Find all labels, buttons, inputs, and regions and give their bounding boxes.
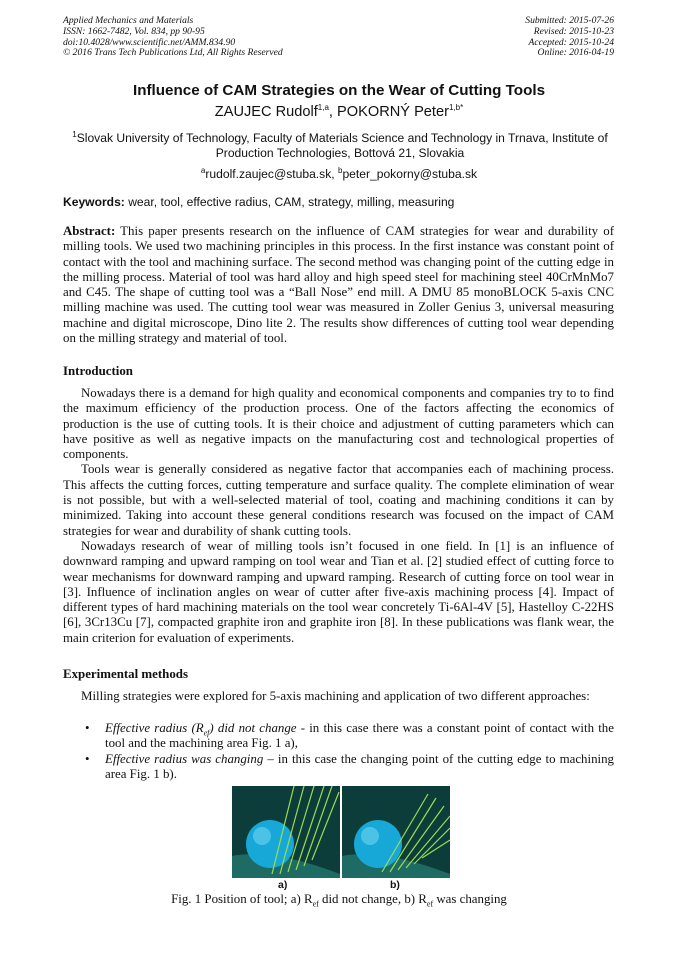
figure-caption [0,892,678,907]
journal-name: Applied Mechanics and Materials [63,15,194,26]
tool-position-figure [232,786,450,878]
caption-part-1: Fig. 1 Position of tool; a) R [171,892,313,906]
email-b-sup: b [337,165,343,175]
caption-sub-1: ef [312,899,319,909]
list-item [63,721,614,752]
journal-issn: ISSN: 1662-7482, Vol. 834, pp 90-95 [63,25,205,37]
author-2-sup: 1,b* [448,103,464,113]
ball-highlight-b [361,827,379,845]
journal-doi: doi:10.4028/www.scientific.net/AMM.834.90 [63,36,236,48]
bullet-1-sub: ef [203,728,210,738]
figure-divider [340,786,342,878]
experimental-heading: Experimental methods [63,667,188,681]
email-b: peter_pokorny@stuba.sk [342,167,478,181]
date-submitted: Submitted: 2015-07-26 [525,15,614,26]
figure-label-b: b) [390,879,400,891]
experimental-intro-text: Milling strategies were explored for 5-axis machining and application of two different approaches: [81,689,590,703]
caption-sub-2: ef [426,899,434,909]
bullet-icon: • [85,721,90,735]
keywords-label: Keywords: [63,195,125,209]
affiliation-text: Slovak University of Technology, Faculty of Materials Science and Technology in Trnava, Institute of Production Technologies, Bottová 21, Slovakia [76,131,608,160]
bullet-1-emph-b: ) did not change [209,721,297,735]
intro-paragraph-3: Nowadays research of wear of milling tools isn’t focused in one field. In [1] is an influence of downward ramping and upward ramping on tool wear and Tian et al. [2] studied effect of cutting force to wear mechanisms for downward ramping and upward ramping. Research of cutting force on tool wear in [3]. Influence of inclination angles on wear of cutter after five-axis machining process [4]. Impact of different types of hard machining materials on the tool wear concretely Ti-6Al-4V [5], Hastelloy C-22HS [6], 3Cr13Cu [7], compacted graphite iron and graphite iron [8]. In these publications was flank wear, the main criterion for evaluation of experiments. [63,538,614,645]
intro-paragraph-2: Tools wear is generally considered as negative factor that accompanies each of machining process. This affects the cutting forces, cutting temperature and surface quality. The complete elimination of wear is not possible, but with a well-selected material of tool, coating and machining conditions it can by minimized. Taking into account these general conditions research was focused on the impact of CAM strategies for wear and durability of shank cutting tools. [63,462,614,538]
date-revised: Revised: 2015-10-23 [533,25,614,37]
date-online: Online: 2016-04-19 [537,47,614,59]
bullet-1-text: - in this case there was a constant point of contact with the tool and the machining area Fig. 1 a), [105,721,614,751]
figure-label-a: a) [278,879,288,891]
email-a: rudolf.zaujec@stuba.sk, [205,167,338,181]
abstract [63,224,614,346]
abstract-text: This paper presents research on the influence of CAM strategies for wear and durability of milling tools. We used two machining principles in this process. In the first instance was constant point of contact with the tool and machining surface. The second method was changing point of the cutting edge in the milling process. Material of tool was hard alloy and high speed steel for machining steel 40CrMnMo7 and C45. The shape of cutting tool was a “Ball Nose” end mill. A DMU 85 monoBLOCK 5-axis CNC milling machine was used. The cutting tool wear was measured in Zoller Genius 3, universal measuring machine and digital microscope, Dino lite 2. The results show differences of cutting tool wear depending on the milling strategy and material of tool. [63,224,614,346]
journal-info [63,16,283,59]
abstract-label: Abstract: [63,224,116,238]
journal-copyright: © 2016 Trans Tech Publications Ltd, All Rights Reserved [63,47,283,59]
article-dates [525,16,614,59]
ball-nose-a [246,820,294,868]
bullet-icon: • [85,751,90,766]
author-separator: , [328,104,338,120]
ball-highlight-a [253,827,271,845]
list-item [63,752,614,783]
author-1-name: ZAUJEC Rudolf [214,104,318,120]
introduction-heading: Introduction [63,364,133,378]
caption-part-2: did not change, b) R [318,892,427,906]
caption-part-3: was changing [433,892,507,906]
paper-title: Influence of CAM Strategies on the Wear of Cutting Tools [132,82,546,99]
author-1-sup: 1,a [317,103,329,113]
bullet-1-emph-a: Effective radius (R [105,721,204,735]
affiliation [66,131,614,161]
ball-nose-b [354,820,402,868]
bullet-2-text: – in this case the changing point of the cutting edge to machining area Fig. 1 b). [105,751,614,781]
approach-list [63,721,614,782]
introduction-body [63,386,614,646]
author-2-name: POKORNÝ Peter [337,104,449,120]
author-emails [0,167,678,181]
author-list [0,104,678,120]
email-a-sup: a [200,165,206,175]
bullet-2-emph: Effective radius was changing [105,751,264,766]
affiliation-sup: 1 [72,129,77,139]
keywords-text: wear, tool, effective radius, CAM, strategy, milling, measuring [124,195,455,209]
experimental-intro [63,689,614,704]
date-accepted: Accepted: 2015-10-24 [528,36,614,48]
keywords [63,195,616,209]
intro-paragraph-1: Nowadays there is a demand for high quality and economical components and companies try to to find the maximum efficiency of the production process. One of the factors affecting the economics of production is the use of cutting tools. It is their choice and adjustment of cutting parameters which can have positive as well as negative impacts on the manufacturing cost and technological properties of components. [63,386,614,462]
